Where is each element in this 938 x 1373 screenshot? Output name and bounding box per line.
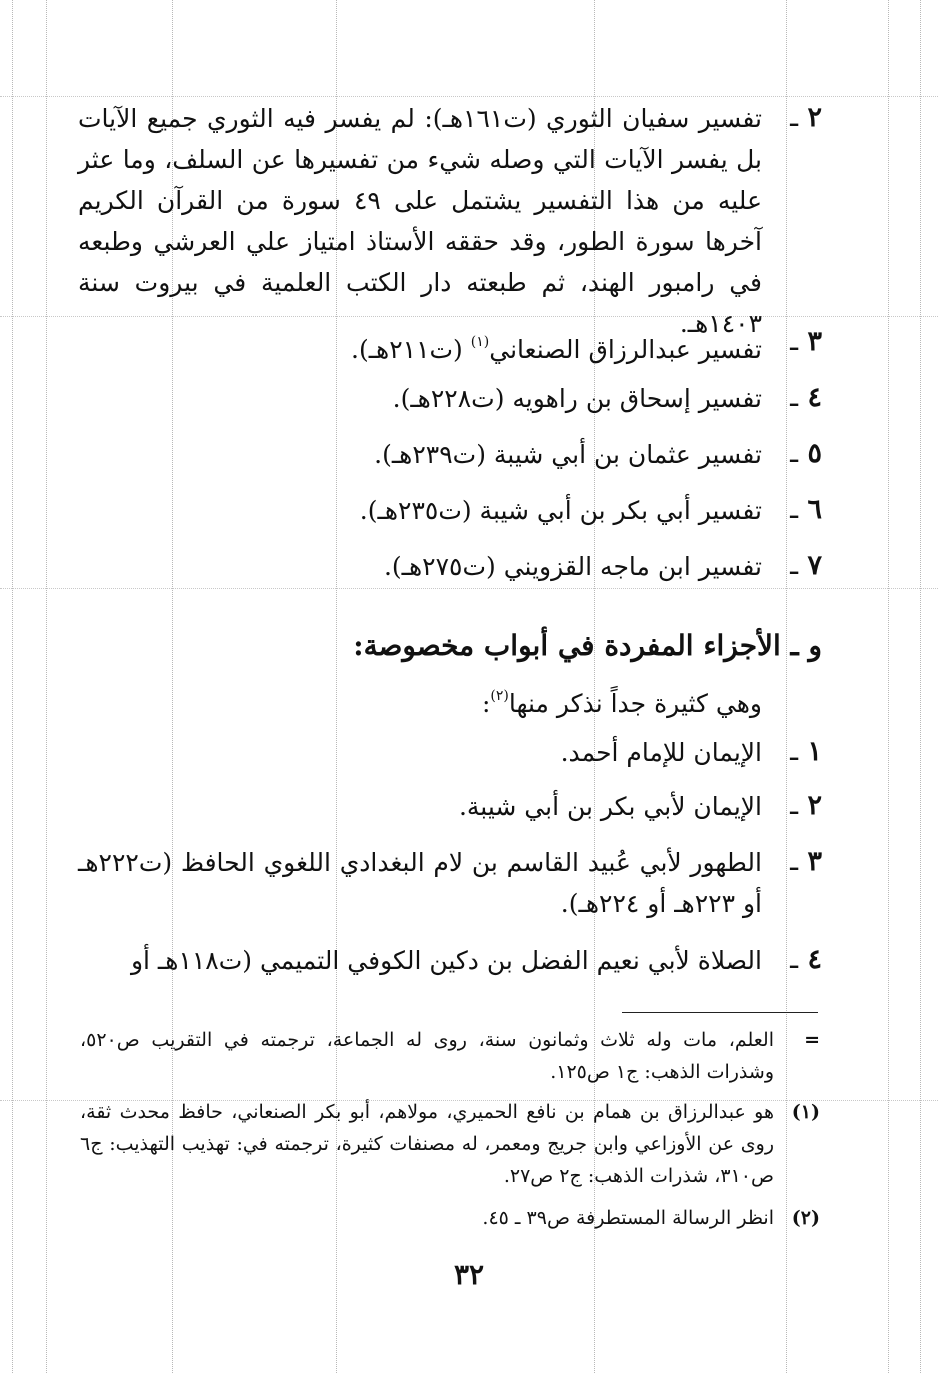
item-number xyxy=(762,546,822,587)
guide-line xyxy=(920,0,921,1373)
section-intro xyxy=(482,676,762,724)
item-number xyxy=(762,786,822,827)
item-number-digit: ٤ xyxy=(807,382,822,413)
guide-line xyxy=(12,0,13,1373)
item-number xyxy=(762,434,822,475)
item-number-digit: ٦ xyxy=(807,494,822,525)
item-number xyxy=(762,322,822,370)
item-number xyxy=(762,940,822,981)
item-number-digit: ١ xyxy=(807,736,822,767)
guide-line xyxy=(888,0,889,1373)
list-item xyxy=(78,786,822,827)
item-text-part: تفسير عبدالرزاق الصنعاني xyxy=(489,335,762,364)
footnote-mark: (٢) xyxy=(791,1207,820,1229)
item-dash: ـ xyxy=(790,102,799,133)
item-dash: ـ xyxy=(790,944,799,975)
list-item xyxy=(78,434,822,475)
item-number xyxy=(762,732,822,773)
list-item xyxy=(78,98,822,344)
list-item xyxy=(78,940,822,981)
item-text-part: (ت٢١١هـ). xyxy=(351,335,471,364)
page-number: ٣٢ xyxy=(453,1258,485,1291)
item-number-digit: ٥ xyxy=(807,438,822,469)
guide-line xyxy=(0,96,938,97)
guide-line xyxy=(0,588,938,589)
list-item xyxy=(78,842,822,924)
item-text: الإيمان للإمام أحمد. xyxy=(560,738,762,767)
item-dash: ـ xyxy=(790,438,799,469)
footnote-mark: (١) xyxy=(791,1101,820,1123)
guide-line xyxy=(46,0,47,1373)
item-number xyxy=(762,490,822,531)
footnote-text: العلم، مات وله ثلاث وثمانون سنة، روى له الجماعة، ترجمته في التقريب ص٥٢٠، وشذرات الذهب: ج١ ص١٢٥. xyxy=(80,1029,774,1083)
item-dash: ـ xyxy=(790,736,799,767)
item-text: تفسير عثمان بن أبي شيبة (ت٢٣٩هـ). xyxy=(374,440,762,469)
item-number-digit: ٢ xyxy=(807,102,822,133)
item-dash: ـ xyxy=(790,494,799,525)
item-dash: ـ xyxy=(790,382,799,413)
list-item xyxy=(78,732,822,773)
footnote-ref: (٢) xyxy=(490,688,509,704)
list-item xyxy=(78,322,822,370)
list-item xyxy=(78,546,822,587)
item-text: الإيمان لأبي بكر بن أبي شيبة. xyxy=(458,792,762,821)
footnote-ref: (١) xyxy=(470,334,490,350)
intro-text: وهي كثيرة جداً نذكر منها xyxy=(508,689,762,718)
item-dash: ـ xyxy=(790,326,799,357)
footnote xyxy=(80,1202,820,1234)
footnote xyxy=(80,1024,820,1088)
footnote-text: انظر الرسالة المستطرفة ص٣٩ ـ ٤٥. xyxy=(482,1207,774,1229)
section-heading: و ـ الأجزاء المفردة في أبواب مخصوصة: xyxy=(353,629,822,662)
item-number-digit: ٣ xyxy=(807,846,822,877)
footnote xyxy=(80,1096,820,1192)
item-text: تفسير إسحاق بن راهويه (ت٢٢٨هـ). xyxy=(392,384,762,413)
list-item xyxy=(78,490,822,531)
item-dash: ـ xyxy=(790,550,799,581)
item-number-digit: ٣ xyxy=(807,326,822,357)
item-text: الصلاة لأبي نعيم الفضل بن دكين الكوفي التميمي (ت١١٨هـ أو xyxy=(130,946,762,975)
footnote-mark: = xyxy=(804,1029,820,1051)
list-item xyxy=(78,378,822,419)
item-dash: ـ xyxy=(790,790,799,821)
intro-colon: : xyxy=(481,689,491,718)
footnote-text: هو عبدالرزاق بن همام بن نافع الحميري، مولاهم، أبو بكر الصنعاني، حافظ محدث ثقة، روى عن الأوزاعي وابن جريج ومعمر، له مصنفات كثيرة، ترجمته في: تهذيب التهذيب: ج٦ ص٣١٠، شذرات الذهب: ج٢ ص٢٧. xyxy=(80,1101,774,1187)
item-number xyxy=(762,842,822,924)
item-text xyxy=(78,322,762,370)
item-number-digit: ٤ xyxy=(807,944,822,975)
item-dash: ـ xyxy=(790,846,799,877)
item-number xyxy=(762,378,822,419)
item-number-digit: ٢ xyxy=(807,790,822,821)
item-text: تفسير سفيان الثوري (ت١٦١هـ): لم يفسر فيه الثوري جميع الآيات بل يفسر الآيات التي وصله شيء من تفسيرها عن السلف، وما عثر عليه من هذا التفسير يشتمل على ٤٩ سورة من القرآن الكريم آخرها سورة الطور، وقد حققه الأستاذ امتياز علي العرشي وطبعه في رامبور الهند، ثم طبعته دار الكتب العلمية في بيروت سنة ١٤٠٣هـ. xyxy=(78,104,762,338)
item-text: تفسير ابن ماجه القزويني (ت٢٧٥هـ). xyxy=(383,552,762,581)
item-text: الطهور لأبي عُبيد القاسم بن لام البغدادي اللغوي الحافظ (ت٢٢٢هـ أو ٢٢٣هـ أو ٢٢٤هـ). xyxy=(78,848,762,918)
item-number xyxy=(762,98,822,344)
footnote-rule xyxy=(622,1012,818,1013)
item-text: تفسير أبي بكر بن أبي شيبة (ت٢٣٥هـ). xyxy=(359,496,762,525)
item-number-digit: ٧ xyxy=(807,550,822,581)
